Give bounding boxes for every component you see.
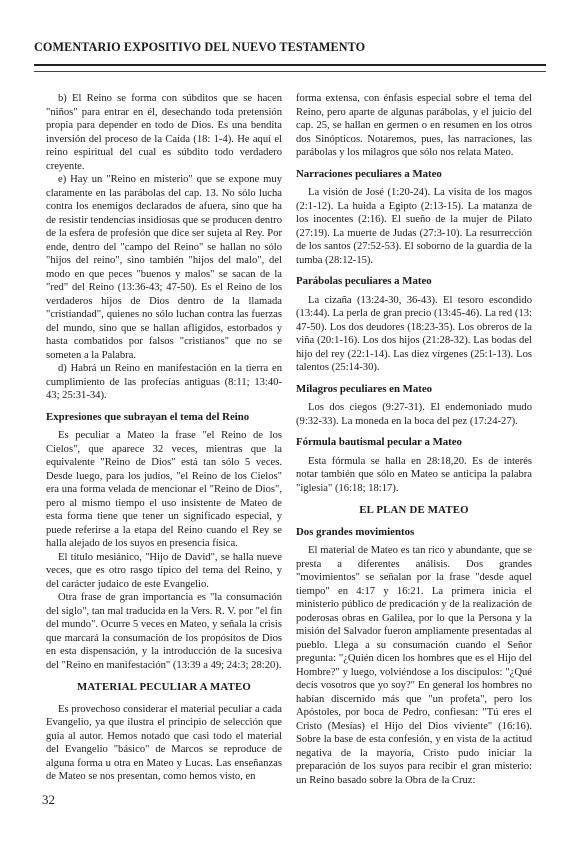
page-number: 32 [42, 792, 55, 807]
paragraph: Otra frase de gran importancia es "la consumación del siglo", tan mal traducida en la Vers. R. V. por "el fin del mundo". Ocurre 5 veces en Mateo, y señala la crisis que marcará la consumación de los propósitos de Dios en esta dispensación, y la introducción de la sucesiva del "Reino en manifestación" (13:39 a 49; 24:3; 28:20). [46, 592, 282, 671]
section-heading: Milagros peculiares en Mateo [296, 382, 433, 395]
section-heading: Dos grandes movimientos [296, 525, 415, 538]
section-heading: Parábolas peculiares a Mateo [296, 275, 432, 287]
right-column [296, 92, 532, 787]
paragraph: b) El Reino se forma con súbditos que se hacen "niños" para entrar en él, desechando toda pretensión propia para depender en todo de Dios. Es una bendita inversión del proceso de la Caída (18: 1-4). He aquí el reino espiritual del cual es súbdito todo verdadero creyente. [46, 93, 282, 172]
paragraph: El título mesiánico, "Hijo de David", se halla nueve veces, que es otro rasgo típico del tema del Reino, y del carácter judaico de este Evangelio. [46, 551, 282, 590]
paragraph: El material de Mateo es tan rico y abundante, que se presta a diferentes análisis. Dos grandes "movimientos" se señalan por la frase "desde aquel tiempo" en 4:17 y 16:21. La primera inicia el ministerio público de predicación y de la realización de poderosas obras en Galilea, por lo que la Persona y la misión del Salvador fueron ampliamente presentadas al pueblo. Llega a su consumación cuando el Señor pregunta: "¿Quién dicen los hombres que es el Hijo del Hombre?" y luego, volviéndose a los discípulos: "¿Qué decís vosotros que yo soy?" En general los hombres no habían discernido más que "un profeta", pero los Apóstoles, por boca de Pedro, confiesan: "Tú eres el Cristo (Mesías) el Hijo del Dios viviente" (16:16). Sobre la base de esta confesión, y en vista de la actitud negativa de la mayoría, Cristo pudo iniciar la preparación de los suyos para recibir el gran misterio: un Reino basado sobre la Obra de la Cruz: [296, 545, 532, 786]
section-heading-center: MATERIAL PECULIAR A MATEO [76, 681, 252, 693]
paragraph: d) Habrá un Reino en manifestación en la tierra en cumplimiento de las profecías antiguas (8:11; 13:40-43; 25:31-34). [46, 363, 282, 401]
paragraph: forma extensa, con énfasis especial sobre el tema del Reino, pero aparte de algunas parábolas, y el juicio del cap. 25, se hallan en germen o en resumen en los otros dos Sinópticos. Notaremos, pues, las narraciones, las parábolas y los milagros que sólo nos relata Mateo. [296, 93, 532, 158]
paragraph: Esta fórmula se halla en 28:18,20. Es de interés notar también que sólo en Mateo se anticipa la palabra "iglesia" (16:18; 18:17). [296, 455, 532, 494]
section-heading: Expresiones que subrayan el tema del Reino [46, 410, 250, 423]
paragraph: La cizaña (13:24-30, 36-43). El tesoro escondido (13:44). La perla de gran precio (13:45-46). La red (13: 47-50). Los dos deudores (18:23-35). Los obreros de la viña (20:1-16). Los dos hijos (21:28-32). Las bodas del hijo del rey (22:1-14). Las diez vírgenes (25:1-13). Los talentos (25:14-30). [296, 294, 532, 373]
section-heading: Fórmula bautismal pecular a Mateo [296, 436, 462, 448]
header-rule-thick [34, 64, 546, 66]
paragraph: Es peculiar a Mateo la frase "el Reino de los Cielos", que aparece 32 veces, mientras que la equivalente "Reino de Dios" está tan sólo 5 veces. Desde luego, para los judíos, "el Reino de los Cielos" era una forma velada de mencionar el "Reino de Dios", pero al mismo tiempo el uso insistente de Mateo de esta forma tiene que tener un significado especial, y puede referirse a la etapa del Reino cuando el Rey se halla alejado de los suyos en presencia física. [46, 430, 282, 549]
header-rule-thin [34, 71, 546, 72]
paragraph: La visión de José (1:20-24). La visita de los magos (2:1-12). La huida a Egipto (2:13-15). La matanza de los inocentes (2:16). El sueño de la mujer de Pilato (27:19). La muerte de Judas (27:3-10). La resurrección de los santos (27:52-53). El soborno de la guardia de la tumba (28:12-15). [296, 187, 532, 266]
section-heading-center: EL PLAN DE MATEO [359, 504, 469, 516]
left-column [46, 92, 282, 784]
paragraph: e) Hay un "Reino en misterio" que se expone muy claramente en las parábolas del cap. 13. No sólo lucha contra los enemigos declarados de afuera, sino que ha de resistir tendencias insidiosas que se producen dentro de la esfera de profesión que dice ser sujeta al Rey. Por ende, dentro del "campo del Reino" se hallan no sólo "hijos del reino", sino también "hijos del malo", del modo en que peces "buenos y malos" se sacan de la "red" del Reino (13:36-43; 47-50). Es el Reino de los verdaderos hijos de Dios dentro de la llamada "cristiandad", quienes no sólo luchan contra las fuerzas del mundo, sino que se hallan afligidos, estorbados y hasta combatidos por falsos "cristianos" que no se someten a la Palabra. [46, 174, 282, 361]
section-heading: Narraciones peculiares a Mateo [296, 167, 442, 180]
paragraph: Es provechoso considerar el material peculiar a cada Evangelio, ya que ilustra el principio de selección que guía al autor. Hemos notado que casi todo el material del Evangelio "básico" de Marcos se reproduce de alguna forma u otra en Mateo y Lucas. Las enseñanzas de Mateo se nos presentan, como hemos visto, en [46, 703, 282, 782]
running-header: COMENTARIO EXPOSITIVO DEL NUEVO TESTAMENTO [34, 40, 366, 54]
paragraph: Los dos ciegos (9:27-31). El endemoniado mudo (9:32-33). La moneda en la boca del pez (17:24-27). [296, 402, 532, 427]
